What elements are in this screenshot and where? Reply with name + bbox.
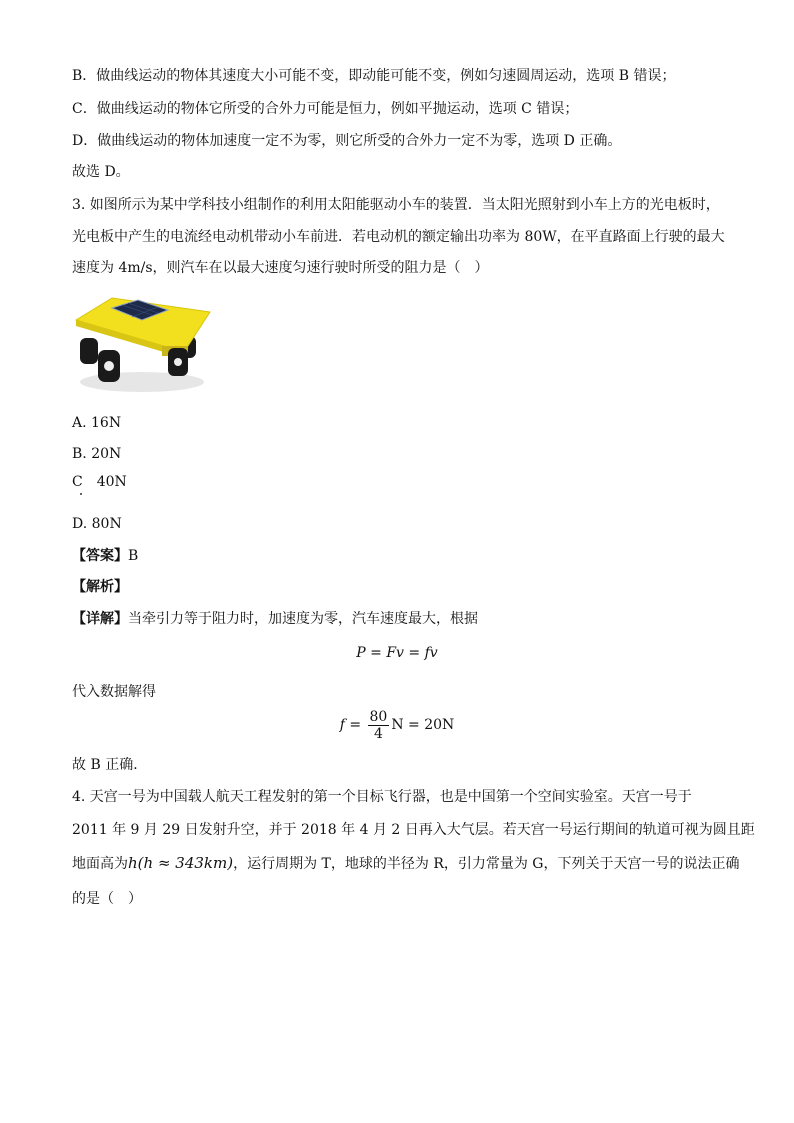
question-4-line-2: 2011 年 9 月 29 日发射升空，并于 2018 年 4 月 2 日再入大气层。若天宫一号运行期间的轨道可视为圆且距 [72, 822, 755, 838]
question-4-line-3-end: ，运行周期为 T，地球的半径为 R，引力常量为 G，下列关于天宫一号的说法正确 [233, 856, 740, 872]
option-c: C 40N [72, 474, 127, 490]
answer-value: B [128, 548, 139, 564]
option-a: A. 16N [72, 415, 122, 431]
question-3-line-2: 光电板中产生的电流经电动机带动小车前进．若电动机的额定输出功率为 80W，在平直路面上行驶的最大 [72, 229, 725, 245]
fraction-denominator: 4 [373, 725, 383, 742]
analysis-label: 【解析】 [72, 579, 128, 595]
question-4-line-1: 4. 天宫一号为中国载人航天工程发射的第一个目标飞行器，也是中国第一个空间实验室。天宫一号于 [72, 789, 692, 805]
question-3-line-3: 速度为 4m/s，则汽车在以最大速度匀速行驶时所受的阻力是（ ） [72, 260, 489, 276]
substitute-text: 代入数据解得 [72, 684, 156, 700]
detail-row [72, 609, 478, 629]
answer-row [72, 546, 138, 566]
detail-label: 【详解】 [72, 611, 128, 627]
detail-text: 当牵引力等于阻力时，加速度为零，汽车速度最大，根据 [128, 611, 478, 627]
option-c-explanation: C．做曲线运动的物体它所受的合外力可能是恒力，例如平抛运动，选项 C 错误； [72, 101, 579, 117]
analysis-row [72, 577, 128, 597]
formula-friction-lhs: f = [339, 717, 366, 733]
question-4-line-4: 的是（ ） [72, 891, 142, 907]
question-4-height-expr: h(h ≈ 343km) [128, 854, 234, 872]
option-b: B. 20N [72, 446, 122, 462]
question-4-line-3-start: 地面高为 [72, 856, 128, 872]
option-b-explanation: B．做曲线运动的物体其速度大小可能不变，即动能可能不变，例如匀速圆周运动，选项 B 错误； [72, 68, 676, 84]
formula-power: P = Fv = fv [356, 645, 438, 661]
formula-friction [0, 708, 794, 742]
choice-conclusion: 故选 D。 [72, 164, 130, 180]
conclusion-text: 故 B 正确． [72, 757, 148, 773]
question-4-line-3 [72, 853, 740, 874]
question-3-line-1: 3. 如图所示为某中学科技小组制作的利用太阳能驱动小车的装置．当太阳光照射到小车上方的光电板时， [72, 197, 720, 213]
solar-car-illustration [72, 290, 212, 400]
option-d: D. 80N [72, 516, 122, 532]
option-d-explanation: D．做曲线运动的物体加速度一定不为零，则它所受的合外力一定不为零，选项 D 正确。 [72, 133, 622, 149]
solar-car-image [72, 290, 212, 400]
formula-fraction [368, 709, 390, 742]
fraction-numerator: 80 [369, 708, 388, 725]
formula-friction-rhs: N = 20N [391, 717, 455, 733]
answer-label: 【答案】 [72, 548, 128, 564]
wheel-rear-left [80, 338, 98, 364]
stray-dot [80, 493, 82, 495]
